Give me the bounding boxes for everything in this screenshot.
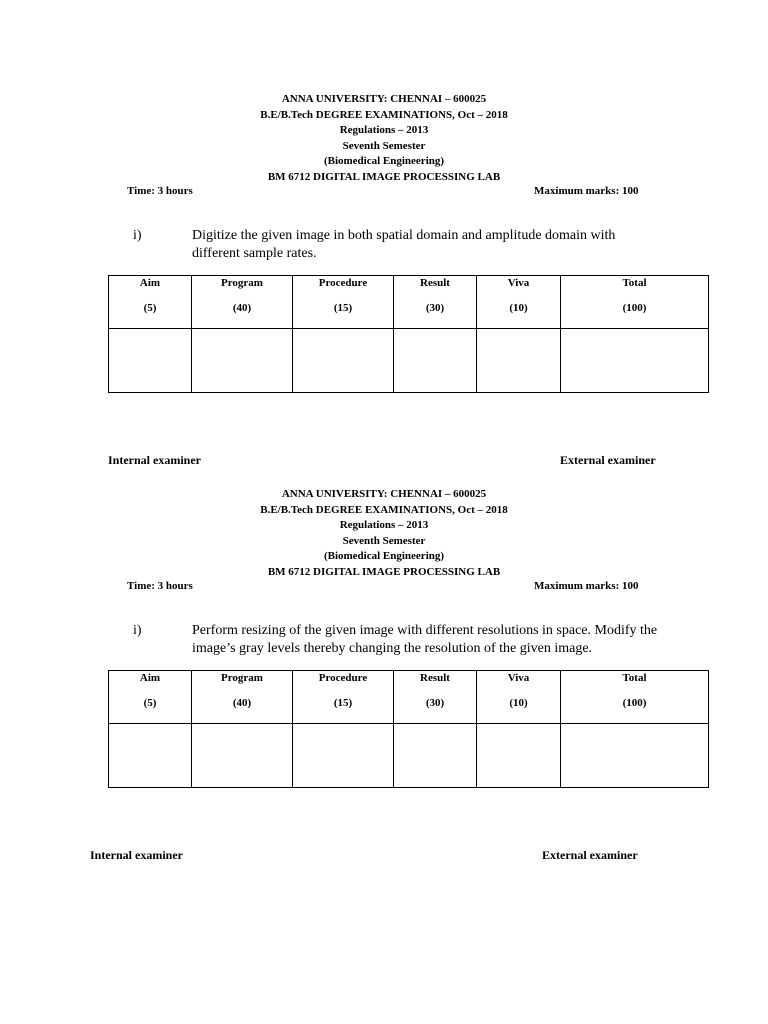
internal-examiner-label: Internal examiner — [90, 848, 183, 862]
semester: Seventh Semester — [342, 139, 426, 152]
col-procedure: Procedure (15) — [293, 671, 394, 724]
marks-header-row — [109, 671, 709, 724]
col-procedure: Procedure (15) — [293, 276, 394, 329]
exam-header — [0, 487, 768, 580]
result-score-cell — [394, 329, 477, 393]
internal-examiner-label: Internal examiner — [108, 453, 201, 467]
university-name: ANNA UNIVERSITY: CHENNAI – 600025 — [281, 488, 487, 500]
exam-duration: Time: 3 hours — [127, 185, 193, 197]
question-number: i) — [133, 228, 142, 243]
marks-table — [108, 275, 709, 393]
department: (Biomedical Engineering) — [323, 550, 445, 562]
aim-score-cell — [109, 724, 192, 788]
viva-score-cell — [477, 329, 561, 393]
marks-entry-row — [109, 724, 709, 788]
total-score-cell — [561, 724, 709, 788]
question-number: i) — [133, 623, 142, 638]
question-text: Digitize the given image in both spatial domain and amplitude domain with different sample rates. — [192, 228, 616, 261]
col-total: Total (100) — [561, 276, 709, 329]
maximum-marks: Maximum marks: 100 — [534, 580, 639, 592]
col-viva: Viva (10) — [477, 671, 561, 724]
result-score-cell — [394, 724, 477, 788]
col-total: Total (100) — [561, 671, 709, 724]
col-result: Result (30) — [394, 276, 477, 329]
col-program: Program (40) — [192, 671, 293, 724]
exam-title: B.E/B.Tech DEGREE EXAMINATIONS, Oct – 2018 — [260, 503, 508, 516]
program-score-cell — [192, 329, 293, 393]
semester: Seventh Semester — [342, 534, 426, 547]
col-aim: Aim (5) — [109, 276, 192, 329]
question-text: Perform resizing of the given image with different resolutions in space. Modify the image’s gray levels thereby changing the resolution of the given image. — [192, 623, 658, 656]
course-title: BM 6712 DIGITAL IMAGE PROCESSING LAB — [267, 565, 501, 578]
exam-header — [0, 92, 768, 185]
course-title: BM 6712 DIGITAL IMAGE PROCESSING LAB — [267, 170, 501, 183]
program-score-cell — [192, 724, 293, 788]
exam-title: B.E/B.Tech DEGREE EXAMINATIONS, Oct – 2018 — [260, 108, 508, 121]
maximum-marks: Maximum marks: 100 — [534, 185, 639, 197]
exam-duration: Time: 3 hours — [127, 580, 193, 592]
university-name: ANNA UNIVERSITY: CHENNAI – 600025 — [281, 93, 487, 105]
department: (Biomedical Engineering) — [323, 155, 445, 167]
col-aim: Aim (5) — [109, 671, 192, 724]
procedure-score-cell — [293, 329, 394, 393]
viva-score-cell — [477, 724, 561, 788]
marks-table — [108, 670, 709, 788]
col-program: Program (40) — [192, 276, 293, 329]
regulations: Regulations – 2013 — [339, 124, 429, 136]
total-score-cell — [561, 329, 709, 393]
col-viva: Viva (10) — [477, 276, 561, 329]
procedure-score-cell — [293, 724, 394, 788]
marks-header-row — [109, 276, 709, 329]
aim-score-cell — [109, 329, 192, 393]
col-result: Result (30) — [394, 671, 477, 724]
marks-entry-row — [109, 329, 709, 393]
regulations: Regulations – 2013 — [339, 519, 429, 531]
external-examiner-label: External examiner — [542, 848, 638, 862]
external-examiner-label: External examiner — [560, 453, 656, 467]
